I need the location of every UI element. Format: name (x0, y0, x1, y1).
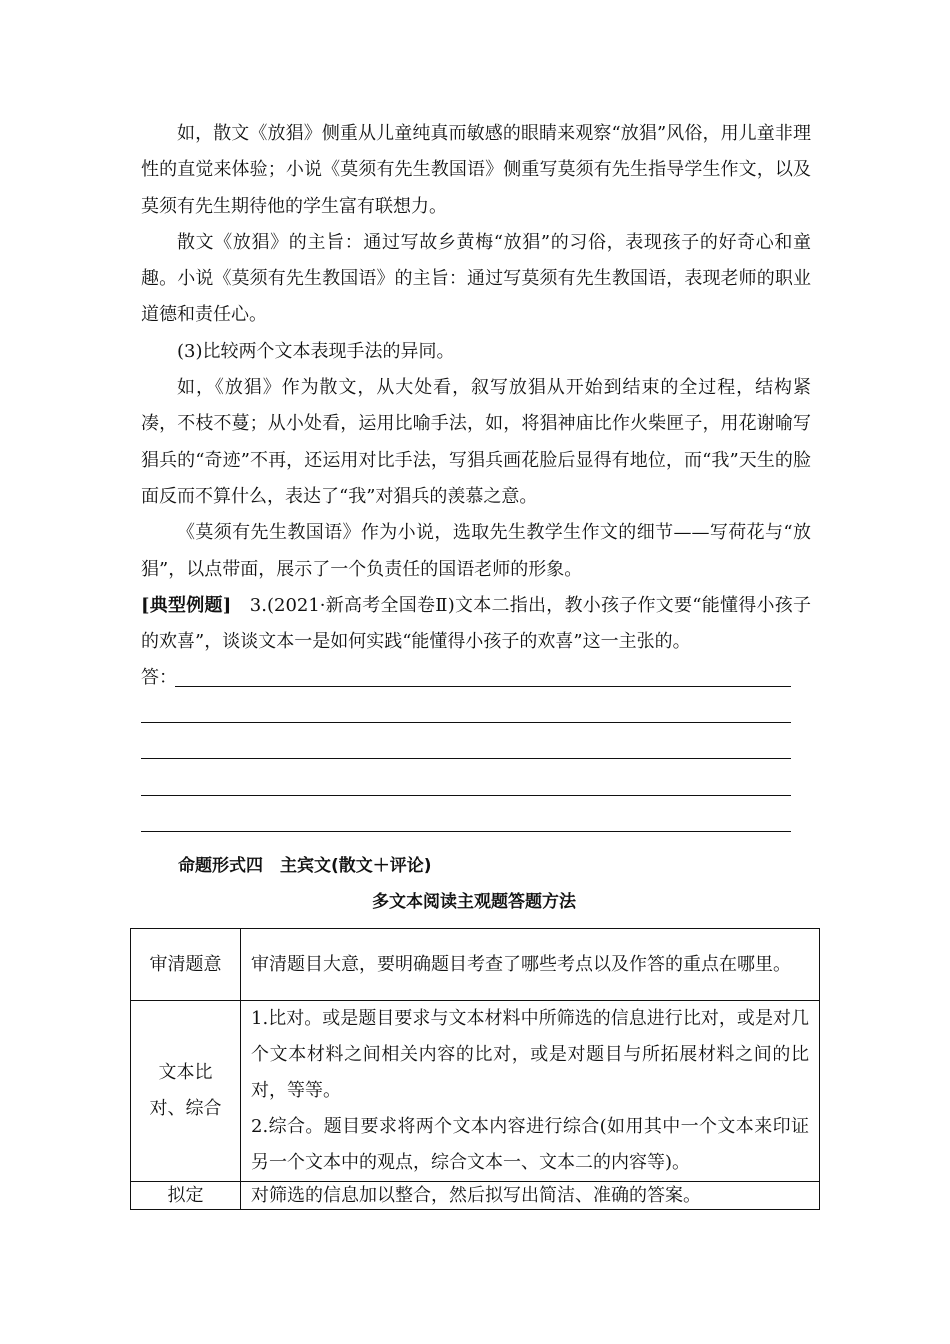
table-row (131, 929, 820, 1001)
paragraph-3: (3)比较两个文本表现手法的异同。 (177, 340, 455, 362)
row-head: 拟定 (131, 1182, 241, 1210)
example-text: 3.(2021·新高考全国卷Ⅱ)文本二指出，教小孩子作文要“能懂得小孩子的欢喜”，谈谈文本一是如何实践“能懂得小孩子的欢喜”这一主张的。 (141, 594, 811, 653)
paragraph-2: 散文《放猖》的主旨：通过写故乡黄梅“放猖”的习俗，表现孩子的好奇心和童趣。小说《莫须有先生教国语》的主旨：通过写莫须有先生教国语，表现老师的职业道德和责任心。 (141, 231, 811, 326)
answer-rule (141, 795, 791, 796)
answer-line-4[interactable] (141, 769, 811, 805)
table-row (131, 1182, 820, 1210)
paragraph-1: 如，散文《放猖》侧重从儿童纯真而敏感的眼睛来观察“放猖”风俗，用儿童非理性的直觉来体验；小说《莫须有先生教国语》侧重写莫须有先生指导学生作文，以及莫须有先生期待他的学生富有联想力。 (141, 123, 811, 217)
example-tag: [典型例题] (141, 594, 232, 616)
row-head: 审清题意 (131, 929, 241, 1001)
example-question (141, 588, 811, 661)
answer-rule (175, 686, 791, 687)
method-table (130, 928, 820, 1210)
answer-line-1[interactable] (141, 660, 811, 696)
paragraph-4: 如，《放猖》作为散文，从大处看，叙写放猖从开始到结束的全过程，结构紧凑，不枝不蔓；从小处看，运用比喻手法，如，将猖神庙比作火柴匣子，用花谢喻写猖兵的“奇迹”不再，还运用对比手法，写猖兵画花脸后显得有地位，而“我”天生的脸面反而不算什么，表达了“我”对猖兵的羡慕之意。 (141, 377, 811, 507)
paragraph-5: 《莫须有先生教国语》作为小说，选取先生教学生作文的细节——写荷花与“放猖”，以点带面，展示了一个负责任的国语老师的形象。 (141, 522, 811, 580)
row-head: 文本比对、综合 (131, 1001, 241, 1182)
answer-label: 答： (141, 667, 177, 689)
document-page (141, 116, 811, 920)
answer-rule (141, 722, 791, 723)
table-row (131, 1001, 820, 1182)
row-body: 审清题目大意，要明确题目考查了哪些考点以及作答的重点在哪里。 (241, 929, 820, 1001)
answer-line-5[interactable] (141, 806, 811, 842)
section-title: 命题形式四 主宾文(散文＋评论) (178, 855, 432, 876)
table-title: 多文本阅读主观题答题方法 (372, 891, 576, 912)
answer-rule (141, 831, 791, 832)
answer-line-3[interactable] (141, 733, 811, 769)
row-body: 1.比对。或是题目要求与文本材料中所筛选的信息进行比对，或是对几个文本材料之间相关内容的比对，或是对题目与所拓展材料之间的比对，等等。 2.综合。题目要求将两个文本内容进行综合(如用其中一个文本来印证另一个文本中的观点，综合文本一、文本二的内容等)。 (241, 1001, 820, 1182)
answer-line-2[interactable] (141, 697, 811, 733)
row-body: 对筛选的信息加以整合，然后拟写出简洁、准确的答案。 (241, 1182, 820, 1210)
answer-rule (141, 758, 791, 759)
